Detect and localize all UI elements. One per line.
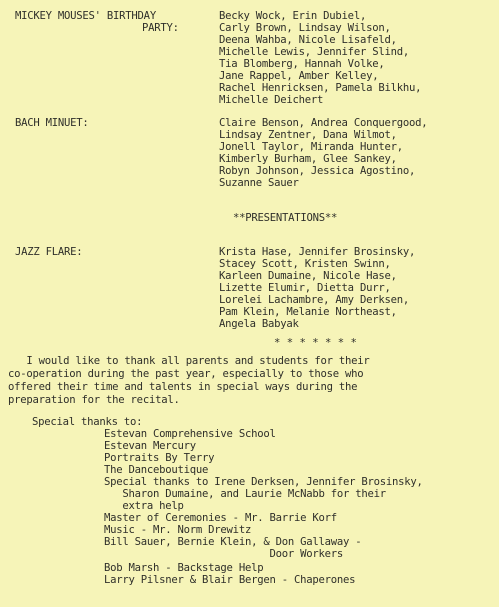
special-thanks-item: Bob Marsh - Backstage Help: [104, 562, 264, 574]
special-thanks-item: The Danceboutique: [104, 464, 209, 476]
performer-line: Tia Blomberg, Hannah Volke,: [219, 58, 385, 70]
special-thanks-item: extra help: [104, 500, 184, 512]
performer-line: Kimberly Burham, Glee Sankey,: [219, 153, 397, 165]
section-title: BACH MINUET:: [15, 117, 89, 129]
performer-line: Jonell Taylor, Miranda Hunter,: [219, 141, 403, 153]
performer-line: Pam Klein, Melanie Northeast,: [219, 306, 397, 318]
performer-line: Robyn Johnson, Jessica Agostino,: [219, 165, 416, 177]
performer-line: Michelle Deichert: [219, 94, 324, 106]
section-title: MICKEY MOUSES' BIRTHDAY: [15, 10, 156, 22]
performer-line: Michelle Lewis, Jennifer Slind,: [219, 46, 409, 58]
performer-line: Lorelei Lachambre, Amy Derksen,: [219, 294, 409, 306]
special-thanks-item: Estevan Comprehensive School: [104, 428, 276, 440]
special-thanks-item: Larry Pilsner & Blair Bergen - Chaperones: [104, 574, 356, 586]
special-thanks-item: Portraits By Terry: [104, 452, 215, 464]
performer-line: Karleen Dumaine, Nicole Hase,: [219, 270, 397, 282]
special-thanks-item: Bill Sauer, Bernie Klein, & Don Gallaway -: [104, 536, 362, 548]
special-thanks-item: Estevan Mercury: [104, 440, 196, 452]
presentations-heading: **PRESENTATIONS**: [233, 212, 338, 224]
performer-line: Deena Wahba, Nicole Lisafeld,: [219, 34, 397, 46]
thanks-paragraph-line: offered their time and talents in special ways during the: [8, 381, 358, 393]
performer-line: Lizette Elumir, Dietta Durr,: [219, 282, 391, 294]
star-divider: * * * * * * *: [274, 337, 357, 349]
special-thanks-item: Door Workers: [104, 548, 343, 560]
performer-line: Stacey Scott, Kristen Swinn,: [219, 258, 391, 270]
performer-line: Carly Brown, Lindsay Wilson,: [219, 22, 391, 34]
performer-line: Suzanne Sauer: [219, 177, 299, 189]
performer-line: Rachel Henricksen, Pamela Bilkhu,: [219, 82, 422, 94]
section-title: JAZZ FLARE:: [15, 246, 83, 258]
performer-line: Lindsay Zentner, Dana Wilmot,: [219, 129, 397, 141]
thanks-paragraph-line: preparation for the recital.: [8, 394, 180, 406]
performer-line: Angela Babyak: [219, 318, 299, 330]
special-thanks-item: Sharon Dumaine, and Laurie McNabb for their: [104, 488, 386, 500]
performer-line: Claire Benson, Andrea Conquergood,: [219, 117, 428, 129]
thanks-paragraph-line: I would like to thank all parents and students for their: [8, 355, 370, 367]
special-thanks-item: Master of Ceremonies - Mr. Barrie Korf: [104, 512, 337, 524]
section-title: PARTY:: [142, 22, 179, 34]
performer-line: Jane Rappel, Amber Kelley,: [219, 70, 379, 82]
special-thanks-heading: Special thanks to:: [32, 416, 143, 428]
performer-line: Becky Wock, Erin Dubiel,: [219, 10, 367, 22]
special-thanks-item: Music - Mr. Norm Drewitz: [104, 524, 252, 536]
thanks-paragraph-line: co-operation during the past year, especially to those who: [8, 368, 364, 380]
performer-line: Krista Hase, Jennifer Brosinsky,: [219, 246, 416, 258]
special-thanks-item: Special thanks to Irene Derksen, Jennifer Brosinsky,: [104, 476, 423, 488]
